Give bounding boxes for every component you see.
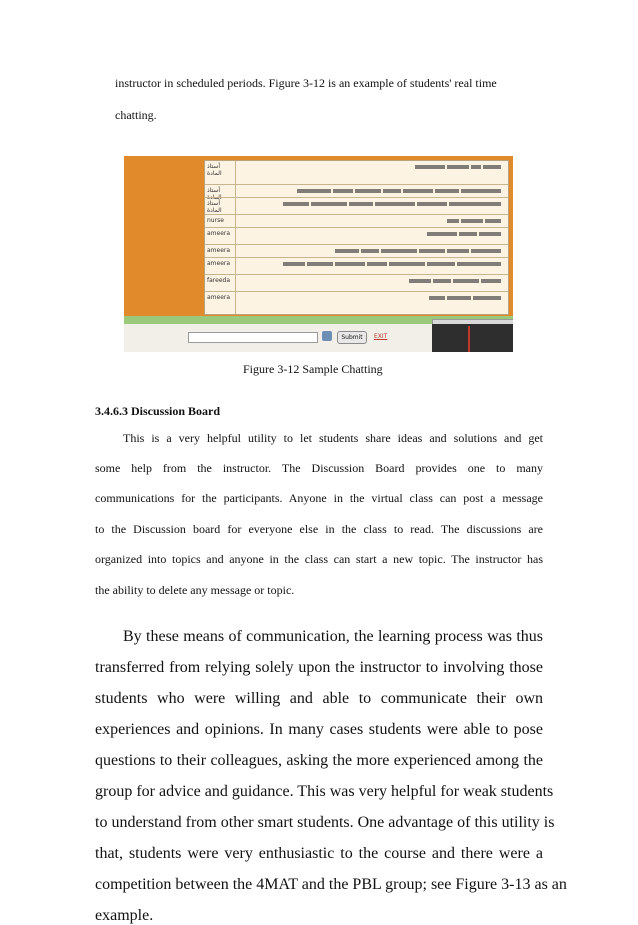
paragraph-line: some help from the instructor. The Discussion Board provides one to many xyxy=(95,461,543,475)
chat-message xyxy=(238,187,503,195)
paragraph-line: communications for the participants. Anyone in the virtual class can post a message xyxy=(95,491,543,505)
chat-sender: ameera xyxy=(207,230,231,237)
body-line: group for advice and guidance. This was very helpful for weak students xyxy=(95,783,554,800)
chat-row xyxy=(205,184,508,201)
chat-sender: nurse xyxy=(207,217,224,224)
chat-message xyxy=(238,260,503,268)
chat-messages-table xyxy=(204,160,509,315)
intro-line-1: instructor in scheduled periods. Figure 3-12 is an example of students' real time xyxy=(115,76,497,90)
body-line: students who were willing and able to communicate their own xyxy=(95,690,543,707)
paragraph-line: This is a very helpful utility to let students share ideas and solutions and get xyxy=(123,431,543,445)
chat-message xyxy=(238,247,503,255)
paragraph-line: to the Discussion board for everyone else in the class to read. The discussions are xyxy=(95,522,543,536)
body-line: to understand from other smart students. One advantage of this utility is xyxy=(95,814,555,831)
chat-message xyxy=(238,230,503,238)
body-line: that, students were very enthusiastic to the course and there were a xyxy=(95,845,543,862)
body-line: transferred from relying solely upon the instructor to involving those xyxy=(95,659,543,676)
chat-message xyxy=(238,277,503,285)
chat-message xyxy=(238,217,503,225)
chat-message xyxy=(238,163,503,171)
chat-message xyxy=(238,200,503,208)
chat-sender: أستاذ المادة xyxy=(207,163,222,177)
chat-sender: ameera xyxy=(207,247,231,254)
body-line: experiences and opinions. In many cases students were able to pose xyxy=(95,721,543,738)
figure-caption: Figure 3-12 Sample Chatting xyxy=(243,362,383,376)
chat-row xyxy=(205,214,508,228)
chat-row xyxy=(205,274,508,292)
submit-button[interactable]: Submit xyxy=(337,331,367,344)
emoticon-icon[interactable] xyxy=(322,331,332,341)
chat-message xyxy=(238,294,503,302)
chat-message-input[interactable] xyxy=(188,332,318,343)
chat-row xyxy=(205,257,508,275)
intro-line-2: chatting. xyxy=(115,108,157,122)
side-panel-marker xyxy=(468,326,470,352)
chat-sender: fareeda xyxy=(207,277,230,284)
side-panel xyxy=(432,324,513,352)
chat-sender: أستاذ المادة xyxy=(207,200,222,214)
paragraph-line: the ability to delete any message or topic. xyxy=(95,583,295,597)
chat-row xyxy=(205,161,508,184)
section-heading: 3.4.6.3 Discussion Board xyxy=(95,404,221,418)
body-line: example. xyxy=(95,907,154,924)
body-line: By these means of communication, the learning process was thus xyxy=(123,628,543,645)
body-line: competition between the 4MAT and the PBL group; see Figure 3-13 as an xyxy=(95,876,567,893)
exit-link[interactable]: EXIT xyxy=(374,333,388,340)
chat-row xyxy=(205,291,508,315)
body-line: questions to their colleagues, asking the more experienced among the xyxy=(95,752,543,769)
chat-sender: ameera xyxy=(207,294,231,301)
chat-sender: أستاذ المادة xyxy=(207,187,222,201)
paragraph-line: organized into topics and anyone in the class can start a new topic. The instructor has xyxy=(95,552,543,566)
chat-screenshot-figure xyxy=(124,156,513,352)
chat-sender: ameera xyxy=(207,260,231,267)
chat-row xyxy=(205,244,508,258)
chat-row xyxy=(205,227,508,245)
chat-row xyxy=(205,197,508,215)
